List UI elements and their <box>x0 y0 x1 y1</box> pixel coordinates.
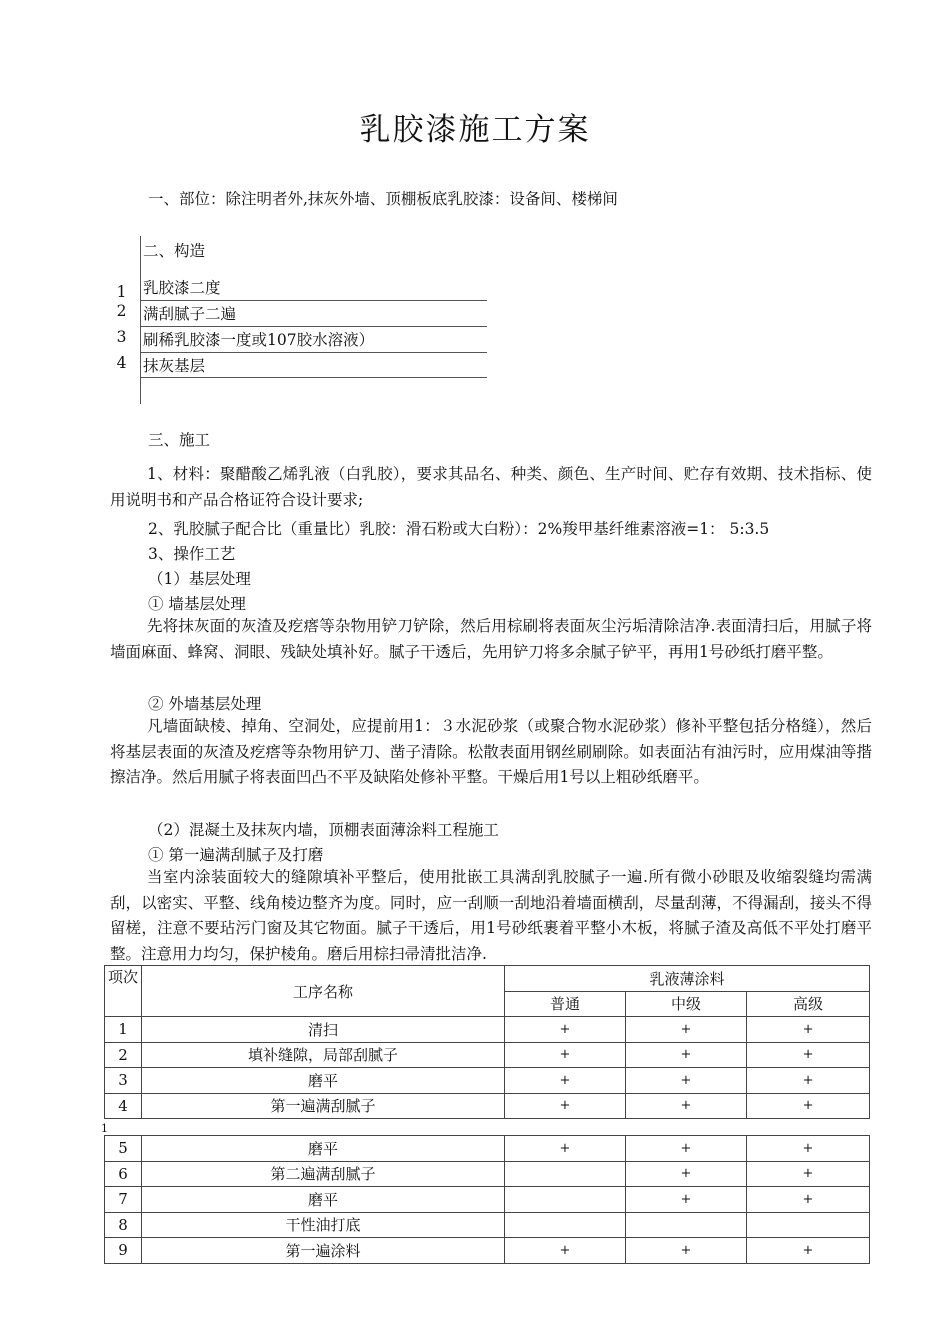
row-mark: + <box>505 1068 626 1094</box>
row-mark: + <box>505 1042 626 1068</box>
row-number: 2 <box>105 1042 142 1068</box>
row-number: 3 <box>105 1068 142 1094</box>
row-mark: + <box>626 1136 747 1162</box>
table-header-level: 高级 <box>747 991 870 1017</box>
row-number: 6 <box>105 1161 142 1187</box>
table-row <box>105 1068 870 1094</box>
row-number: 9 <box>105 1238 142 1264</box>
structure-item-text: 刷稀乳胶漆一度或107胶水溶液） <box>143 331 375 349</box>
structure-item-number: 3 <box>116 328 127 346</box>
page-number: 1 <box>101 1122 108 1135</box>
wall-base-heading: ① 墙基层处理 <box>148 595 246 613</box>
process-table <box>104 965 870 1119</box>
row-mark: + <box>747 1136 870 1162</box>
table-header-group: 乳液薄涂料 <box>505 966 870 992</box>
structure-rule <box>140 300 487 301</box>
structure-heading: 二、构造 <box>143 242 206 260</box>
row-step: 磨平 <box>142 1136 505 1162</box>
table-row <box>105 1161 870 1187</box>
table-header-index: 项次 <box>105 966 142 1017</box>
material-paragraph: 1、材料：聚醋酸乙烯乳液（白乳胶），要求其品名、种类、颜色、生产时间、贮存有效期、技术指标、使用说明书和产品合格证符合设计要求; <box>110 465 872 509</box>
structure-vertical-rule <box>140 236 141 404</box>
wall-base-paragraph: 先将抹灰面的灰渣及疙瘩等杂物用铲刀铲除，然后用棕刷将表面灰尘污垢清除洁净.表面清扫后，用腻子将墙面麻面、蜂窝、洞眼、残缺处填补好。腻子干透后，先用铲刀将多余腻子铲平，再用1号砂纸打磨平整。 <box>110 617 872 661</box>
table-row <box>105 1212 870 1238</box>
row-mark: + <box>626 1068 747 1094</box>
row-number: 8 <box>105 1212 142 1238</box>
table-row <box>105 1187 870 1213</box>
table-header-level: 普通 <box>505 991 626 1017</box>
row-mark: + <box>747 1238 870 1264</box>
table-header-name: 工序名称 <box>142 966 505 1017</box>
row-number: 7 <box>105 1187 142 1213</box>
row-mark: + <box>505 1238 626 1264</box>
row-number: 4 <box>105 1093 142 1119</box>
structure-item-number: 4 <box>116 354 127 372</box>
table-row <box>105 1093 870 1119</box>
row-mark: + <box>626 1042 747 1068</box>
mix-ratio-line: 2、乳胶腻子配合比（重量比）乳胶：滑石粉或大白粉）：2%羧甲基纤维素溶液=1： 5:3.5 <box>148 520 770 538</box>
base-treatment-heading: （1）基层处理 <box>148 570 251 588</box>
structure-item-text: 满刮腻子二遍 <box>143 305 237 323</box>
row-mark <box>505 1212 626 1238</box>
first-putty-heading: ① 第一遍满刮腻子及打磨 <box>148 846 324 864</box>
structure-item-text: 抹灰基层 <box>143 357 206 375</box>
structure-item-number: 1 <box>116 283 127 301</box>
row-step: 磨平 <box>142 1068 505 1094</box>
row-step: 磨平 <box>142 1187 505 1213</box>
row-mark: + <box>505 1093 626 1119</box>
row-mark: + <box>747 1017 870 1043</box>
structure-item-text: 乳胶漆二度 <box>143 279 221 297</box>
row-step: 第一遍涂料 <box>142 1238 505 1264</box>
structure-rule <box>140 352 487 353</box>
row-step: 第二遍满刮腻子 <box>142 1161 505 1187</box>
row-mark: + <box>747 1187 870 1213</box>
row-mark <box>747 1212 870 1238</box>
structure-item-number: 2 <box>116 302 127 320</box>
concrete-heading: （2）混凝土及抹灰内墙，顶棚表面薄涂料工程施工 <box>148 821 499 839</box>
row-number: 1 <box>105 1017 142 1043</box>
row-step: 填补缝隙，局部刮腻子 <box>142 1042 505 1068</box>
row-mark <box>626 1212 747 1238</box>
row-mark: + <box>505 1017 626 1043</box>
table-row <box>105 1017 870 1043</box>
row-mark: + <box>747 1068 870 1094</box>
row-mark: + <box>626 1238 747 1264</box>
row-step: 清扫 <box>142 1017 505 1043</box>
row-mark: + <box>747 1093 870 1119</box>
section-location: 一、部位：除注明者外,抹灰外墙、顶棚板底乳胶漆：设备间、楼梯间 <box>148 190 618 208</box>
row-mark: + <box>626 1187 747 1213</box>
row-mark <box>505 1187 626 1213</box>
process-table-continued <box>104 1135 870 1264</box>
structure-rule <box>140 377 487 378</box>
row-mark: + <box>626 1017 747 1043</box>
outer-wall-paragraph: 凡墙面缺棱、掉角、空洞处，应提前用1：３水泥砂浆（或聚合物水泥砂浆）修补平整包括分格缝），然后将基层表面的灰渣及疙瘩等杂物用铲刀、凿子清除。松散表面用钢丝刷刷除。如表面沾有油污时，应用煤油等揩擦洁净。然后用腻子将表面凹凸不平及缺陷处修补平整。干燥后用1号以上粗砂纸磨平。 <box>110 717 872 786</box>
row-mark: + <box>626 1161 747 1187</box>
table-header-level: 中级 <box>626 991 747 1017</box>
row-mark: + <box>747 1161 870 1187</box>
row-number: 5 <box>105 1136 142 1162</box>
first-putty-paragraph: 当室内涂装面较大的缝隙填补平整后，使用批嵌工具满刮乳胶腻子一遍.所有微小砂眼及收缩裂缝均需满刮，以密实、平整、线角棱边整齐为度。同时，应一刮顺一刮地沿着墙面横刮，尽量刮薄，不得漏刮，接头不得留槎，注意不要玷污门窗及其它物面。腻子干透后，用1号砂纸裹着平整小木板，将腻子渣及高低不平处打磨平整。注意用力均匀，保护棱角。磨后用棕扫帚清批洁净. <box>110 868 872 963</box>
table-row <box>105 1238 870 1264</box>
outer-wall-heading: ② 外墙基层处理 <box>148 695 262 713</box>
row-mark: + <box>626 1093 747 1119</box>
table-row <box>105 1042 870 1068</box>
row-step: 干性油打底 <box>142 1212 505 1238</box>
page-title: 乳胶漆施工方案 <box>359 112 591 148</box>
row-mark: + <box>747 1042 870 1068</box>
table-row <box>105 1136 870 1162</box>
structure-block <box>103 230 487 404</box>
row-step: 第一遍满刮腻子 <box>142 1093 505 1119</box>
process-heading: 3、操作工艺 <box>148 545 236 563</box>
row-mark <box>505 1161 626 1187</box>
row-mark: + <box>505 1136 626 1162</box>
structure-rule <box>140 326 487 327</box>
section-construction-heading: 三、施工 <box>148 431 211 449</box>
